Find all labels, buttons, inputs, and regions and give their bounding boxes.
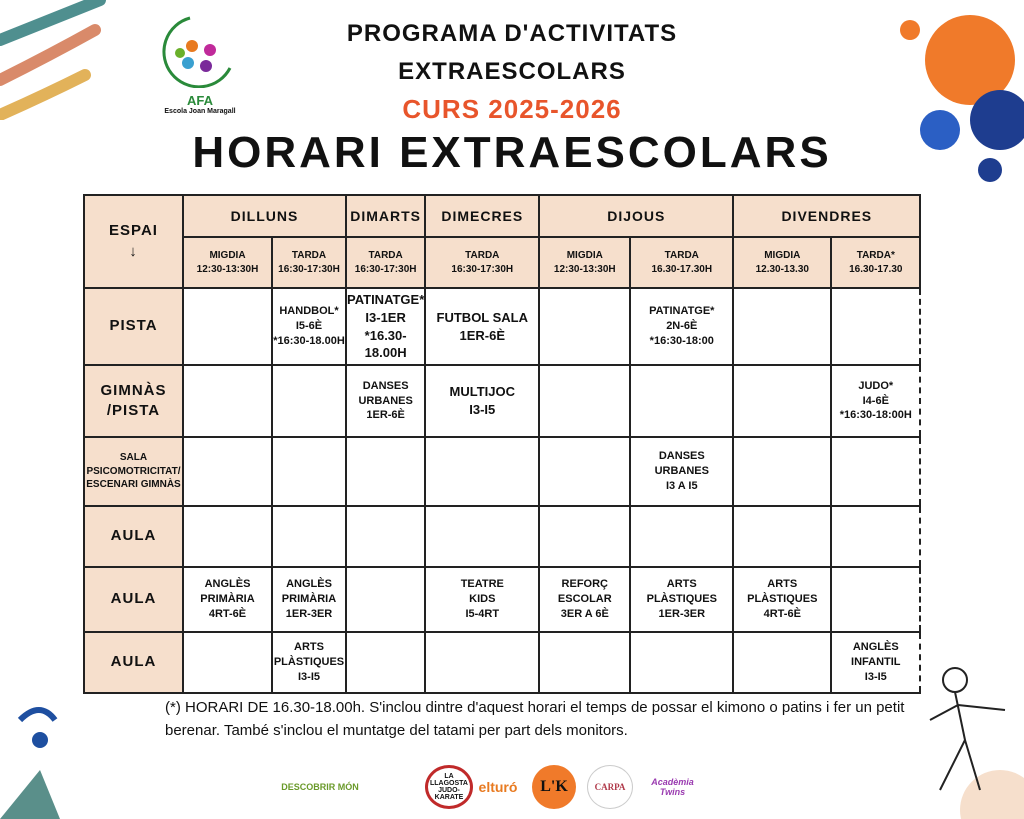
activity-cell: FUTBOL SALA 1ER-6È [425,288,539,365]
space-label: AULA [84,632,183,693]
activity-cell [831,437,920,506]
table-row [84,437,920,506]
table-row [84,506,920,567]
activity-cell [346,437,425,506]
activity-cell [733,632,831,693]
day-header-dimecres: DIMECRES [425,195,539,237]
afa-logo-text: AFA [187,93,213,108]
space-label: AULA [84,567,183,632]
space-label: AULA [84,506,183,567]
page-title: HORARI EXTRAESCOLARS [192,128,832,177]
activity-cell [630,365,733,437]
activity-cell [539,288,630,365]
time-slot-header: TARDA 16:30-17:30H [346,237,425,288]
activity-cell [539,632,630,693]
activity-cell [272,437,346,506]
footnote: (*) HORARI DE 16.30-18.00h. S'inclou dintre d'aquest horari el temps de possar el kimono o patins i fer un petit berenar. També s'inclou el muntatge del tatami per part dels monitors. [165,699,905,740]
activity-cell [346,632,425,693]
activity-cell [539,365,630,437]
activity-cell: HANDBOL* I5-6È *16:30-18.00H [272,288,346,365]
activity-cell [183,437,272,506]
sponsor-logo: L'K [532,765,576,809]
activity-cell [272,365,346,437]
activity-cell [733,506,831,567]
space-label: PISTA [84,288,183,365]
activity-cell [539,506,630,567]
day-header-dijous: DIJOUS [539,195,733,237]
activity-cell [831,567,920,632]
time-slot-header: MIGDIA 12:30-13:30H [183,237,272,288]
activity-cell: ARTS PLÀSTIQUES 1ER-3ER [630,567,733,632]
activity-cell: ANGLÈS INFANTIL I3-I5 [831,632,920,693]
activity-cell [425,437,539,506]
activity-cell [831,506,920,567]
activity-cell: TEATRE KIDS I5-4RT [425,567,539,632]
activity-cell: PATINATGE* I3-1ER *16.30-18.00H [346,288,425,365]
activity-cell [272,506,346,567]
activity-cell: PATINATGE* 2N-6È *16:30-18:00 [630,288,733,365]
activity-cell [630,632,733,693]
program-title: PROGRAMA D'ACTIVITATS [346,20,678,47]
activity-cell: ARTS PLÀSTIQUES I3-I5 [272,632,346,693]
table-row [84,632,920,693]
space-label: GIMNÀS /PISTA [84,365,183,437]
activity-cell [183,632,272,693]
activity-cell [831,288,920,365]
time-slot-header: MIGDIA 12.30-13.30 [733,237,831,288]
sponsor-logo: DESCOBRIR MÓN [281,782,359,792]
activity-cell: REFORÇ ESCOLAR 3ER A 6È [539,567,630,632]
activity-cell [183,365,272,437]
espai-header: ESPAI ↓ [84,195,183,288]
sponsor-logo: CARPA [587,765,633,809]
course-year: CURS 2025-2026 [402,94,622,124]
activity-cell: DANSES URBANES 1ER-6È [346,365,425,437]
time-slot-header: TARDA 16:30-17:30H [272,237,346,288]
activity-cell: JUDO* I4-6È *16:30-18:00H [831,365,920,437]
activity-cell [733,437,831,506]
space-label: SALA PSICOMOTRICITAT/ ESCENARI GIMNÀS [84,437,183,506]
school-name: Escola Joan Maragall [164,108,236,115]
day-header-divendres: DIVENDRES [733,195,920,237]
sponsor-logo: LA LLAGOSTA JUDO-KARATE [425,765,473,809]
activity-cell: ANGLÈS PRIMÀRIA 1ER-3ER [272,567,346,632]
dancer-illustration [910,660,1024,819]
activity-cell [346,506,425,567]
time-slot-header: TARDA 16.30-17.30H [630,237,733,288]
table-row [84,365,920,437]
table-row [84,567,920,632]
time-slot-header: MIGDIA 12:30-13:30H [539,237,630,288]
day-header-dimarts: DIMARTS [346,195,425,237]
activity-cell: DANSES URBANES I3 A I5 [630,437,733,506]
program-subtitle: EXTRAESCOLARS [398,58,626,85]
sponsor-logo: Acadèmia Twins [651,777,694,797]
activity-cell: MULTIJOC I3-I5 [425,365,539,437]
player-illustration [0,700,90,819]
activity-cell [183,506,272,567]
activity-cell [425,506,539,567]
activity-cell [733,365,831,437]
time-slot-header: TARDA 16:30-17:30H [425,237,539,288]
schedule-table [83,194,921,694]
activity-cell [425,632,539,693]
activity-cell: ARTS PLÀSTIQUES 4RT-6È [733,567,831,632]
activity-cell [539,437,630,506]
activity-cell [733,288,831,365]
day-header-dilluns: DILLUNS [183,195,346,237]
activity-cell: ANGLÈS PRIMÀRIA 4RT-6È [183,567,272,632]
activity-cell [346,567,425,632]
sponsor-logo: elturó [478,779,518,795]
table-row [84,288,920,365]
activity-cell [630,506,733,567]
activity-cell [183,288,272,365]
time-slot-header: TARDA* 16.30-17.30 [831,237,920,288]
